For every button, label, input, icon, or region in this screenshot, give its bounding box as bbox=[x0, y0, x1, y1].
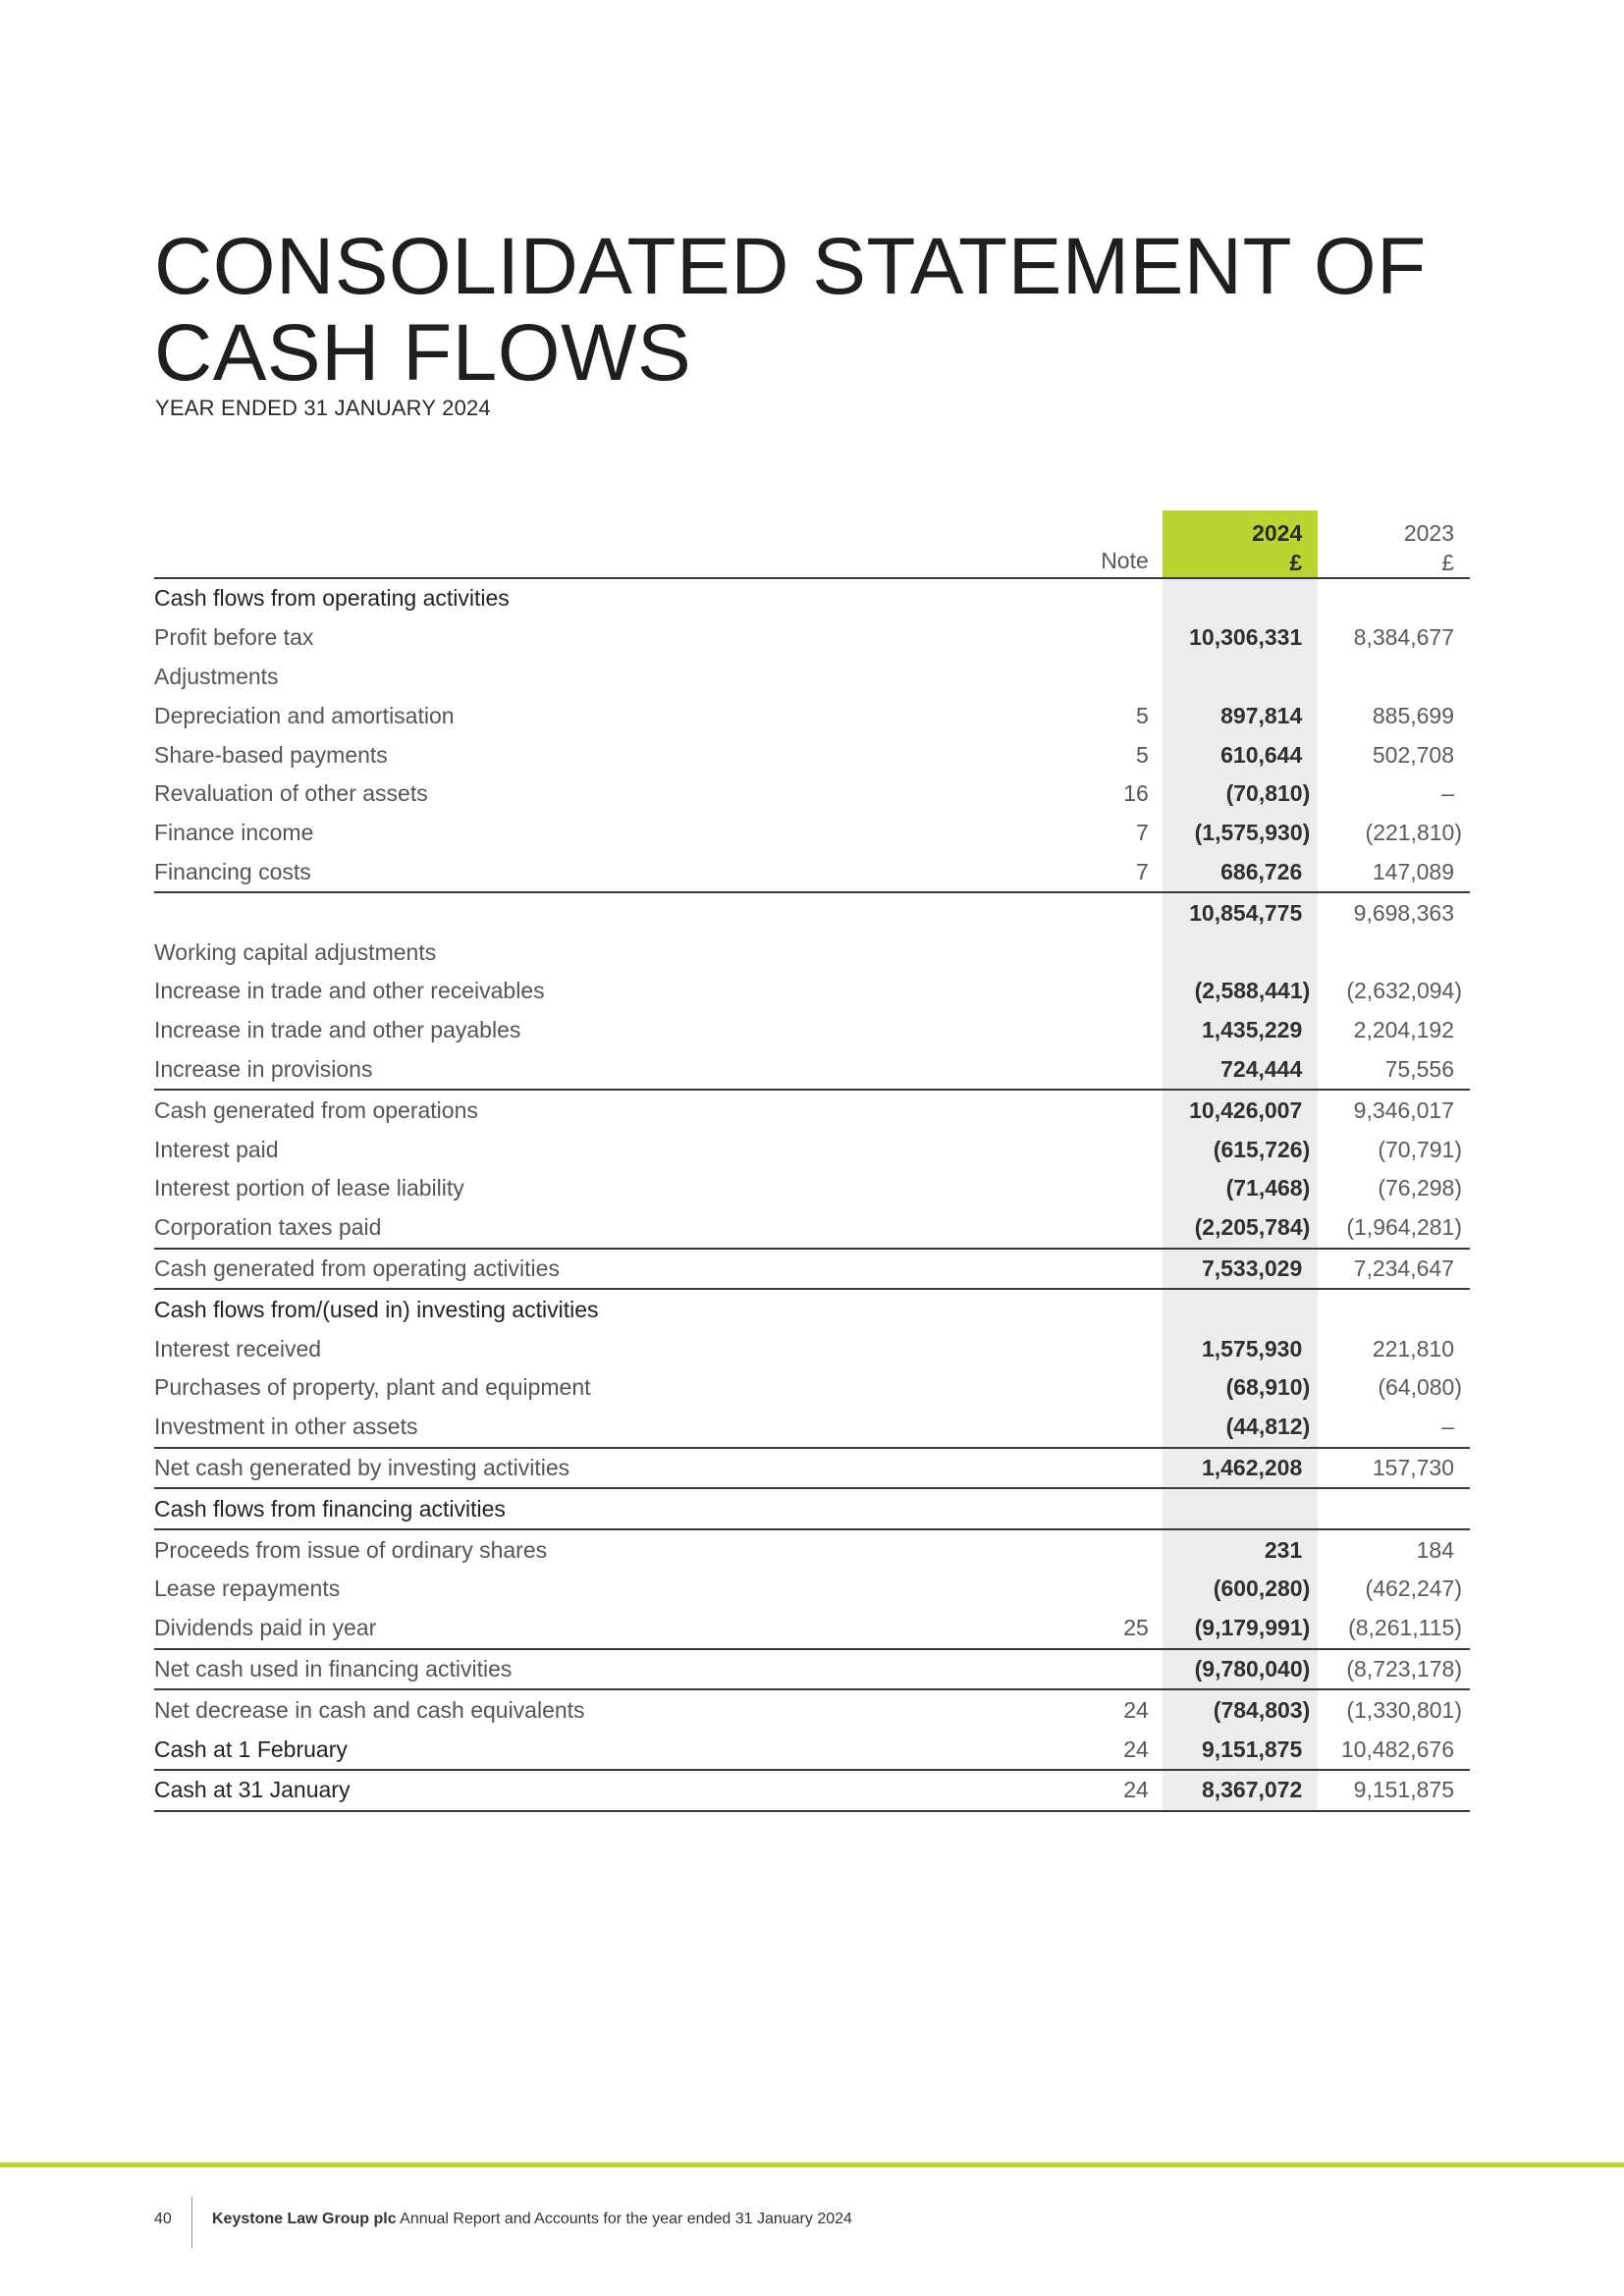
table-row bbox=[154, 1208, 1470, 1249]
current-year-value: (784,803) bbox=[1213, 1696, 1311, 1723]
prior-year-value-cell bbox=[1318, 1329, 1470, 1368]
prior-year-value: – bbox=[1441, 1414, 1454, 1440]
prior-year-value-cell bbox=[1318, 774, 1470, 814]
prior-year-value-cell bbox=[1318, 1730, 1470, 1770]
table-row bbox=[154, 1609, 1470, 1649]
table-header-row bbox=[154, 510, 1470, 578]
row-label: Revaluation of other assets bbox=[154, 780, 428, 807]
prior-year-value: (8,723,178) bbox=[1346, 1655, 1462, 1682]
prior-year-value: 184 bbox=[1416, 1536, 1454, 1563]
row-label: Cash flows from/(used in) investing activities bbox=[154, 1296, 599, 1322]
table-row bbox=[154, 1730, 1470, 1770]
table-row bbox=[154, 1130, 1470, 1169]
current-year-value: 10,306,331 bbox=[1189, 624, 1303, 651]
current-year-value: 231 bbox=[1264, 1536, 1303, 1563]
table-row bbox=[154, 618, 1470, 658]
prior-year-value-cell bbox=[1318, 1090, 1470, 1130]
row-label: Depreciation and amortisation bbox=[154, 702, 455, 728]
prior-year-value-cell bbox=[1318, 1770, 1470, 1811]
footer-company-name: Keystone Law Group plc bbox=[212, 2211, 397, 2227]
current-year-value-cell bbox=[1163, 774, 1318, 814]
current-year-value-cell bbox=[1163, 1689, 1318, 1730]
row-note: 5 bbox=[1135, 741, 1149, 768]
prior-year-value: 9,698,363 bbox=[1353, 899, 1454, 926]
prior-year-value: (221,810) bbox=[1365, 820, 1462, 846]
header-note bbox=[1101, 510, 1163, 578]
prior-year-value: (70,791) bbox=[1378, 1136, 1462, 1162]
prior-year-value-cell bbox=[1318, 1609, 1470, 1649]
current-year-value: 9,151,875 bbox=[1201, 1735, 1303, 1762]
prior-year-value-cell bbox=[1318, 853, 1470, 893]
prior-year-value: (2,632,094) bbox=[1346, 978, 1462, 1004]
row-note bbox=[1101, 1448, 1163, 1489]
prior-year-value-cell bbox=[1318, 1448, 1470, 1489]
row-label: Interest portion of lease liability bbox=[154, 1175, 464, 1201]
current-year-value-cell bbox=[1163, 1249, 1318, 1290]
prior-year-value-cell bbox=[1318, 1169, 1470, 1208]
table-row bbox=[154, 696, 1470, 735]
current-year-value-cell bbox=[1163, 1408, 1318, 1448]
row-label: Investment in other assets bbox=[154, 1408, 1101, 1448]
cash-flow-table-body bbox=[154, 510, 1470, 1811]
prior-year-value: 7,234,647 bbox=[1353, 1255, 1454, 1281]
row-note bbox=[1101, 1408, 1163, 1448]
row-label: Interest paid bbox=[154, 1136, 279, 1162]
row-label: Increase in provisions bbox=[154, 1050, 1101, 1091]
table-row bbox=[154, 972, 1470, 1011]
current-year-value: (9,780,040) bbox=[1194, 1655, 1311, 1682]
footer-report-text: Annual Report and Accounts for the year ended 31 January 2024 bbox=[396, 2211, 852, 2227]
current-year-value-cell bbox=[1163, 1529, 1318, 1570]
table-row bbox=[154, 658, 1470, 697]
prior-year-value: 885,699 bbox=[1372, 702, 1454, 728]
prior-year-value-cell bbox=[1318, 933, 1470, 972]
prior-year-value-cell bbox=[1318, 1130, 1470, 1169]
current-year-value: (1,575,930) bbox=[1194, 820, 1311, 846]
header-current-currency: £ bbox=[1289, 550, 1303, 575]
prior-year-value: 147,089 bbox=[1372, 858, 1454, 884]
footer-divider bbox=[191, 2197, 192, 2248]
table-row bbox=[154, 774, 1470, 814]
row-label: Dividends paid in year bbox=[154, 1609, 1101, 1649]
prior-year-value: 157,730 bbox=[1372, 1454, 1454, 1480]
current-year-value-cell bbox=[1163, 1448, 1318, 1489]
current-year-value: (44,812) bbox=[1225, 1414, 1311, 1440]
table-row bbox=[154, 1090, 1470, 1130]
row-note bbox=[1101, 1011, 1163, 1050]
prior-year-value: 2,204,192 bbox=[1353, 1017, 1454, 1043]
current-year-value-cell bbox=[1163, 658, 1318, 697]
cash-flow-table bbox=[154, 510, 1470, 1812]
current-year-value: 1,462,208 bbox=[1201, 1454, 1303, 1480]
current-year-value-cell bbox=[1163, 933, 1318, 972]
prior-year-value: 10,482,676 bbox=[1340, 1735, 1454, 1762]
prior-year-value-cell bbox=[1318, 814, 1470, 853]
current-year-value-cell bbox=[1163, 972, 1318, 1011]
prior-year-value: (8,261,115) bbox=[1348, 1615, 1462, 1641]
row-label: Cash flows from financing activities bbox=[154, 1488, 1101, 1529]
prior-year-value: (1,330,801) bbox=[1346, 1696, 1462, 1723]
current-year-value-cell bbox=[1163, 735, 1318, 774]
row-note bbox=[1101, 933, 1163, 972]
current-year-value: (70,810) bbox=[1225, 780, 1311, 807]
prior-year-value: (462,247) bbox=[1365, 1575, 1462, 1602]
current-year-value: 7,533,029 bbox=[1201, 1255, 1303, 1281]
current-year-value: 1,575,930 bbox=[1201, 1335, 1303, 1362]
current-year-value-cell bbox=[1163, 1368, 1318, 1408]
current-year-value: (68,910) bbox=[1225, 1374, 1311, 1401]
current-year-value: (600,280) bbox=[1213, 1575, 1311, 1602]
table-row bbox=[154, 1770, 1470, 1811]
table-row bbox=[154, 1529, 1470, 1570]
table-row bbox=[154, 1289, 1470, 1329]
row-note bbox=[1101, 1169, 1163, 1208]
row-note bbox=[1101, 1529, 1163, 1570]
prior-year-value-cell bbox=[1318, 1689, 1470, 1730]
prior-year-value-cell bbox=[1318, 1368, 1470, 1408]
current-year-value: 686,726 bbox=[1220, 858, 1303, 884]
header-current-year-label: 2024 bbox=[1252, 520, 1303, 546]
row-label: Working capital adjustments bbox=[154, 938, 437, 965]
table-row bbox=[154, 1448, 1470, 1489]
row-note bbox=[1101, 1050, 1163, 1091]
row-note bbox=[1101, 892, 1163, 933]
row-label: Cash generated from operating activities bbox=[154, 1249, 1101, 1290]
row-note bbox=[1101, 1249, 1163, 1290]
current-year-value-cell bbox=[1163, 892, 1318, 933]
current-year-value: 1,435,229 bbox=[1201, 1017, 1303, 1043]
row-label: Lease repayments bbox=[154, 1575, 341, 1602]
current-year-value-cell bbox=[1163, 853, 1318, 893]
current-year-value-cell bbox=[1163, 1050, 1318, 1091]
header-prior-currency: £ bbox=[1441, 550, 1454, 575]
current-year-value-cell bbox=[1163, 1649, 1318, 1690]
row-note: 7 bbox=[1135, 820, 1149, 846]
header-current-year bbox=[1163, 510, 1318, 578]
current-year-value-cell bbox=[1163, 814, 1318, 853]
row-label: Cash flows from operating activities bbox=[154, 585, 510, 612]
prior-year-value: (1,964,281) bbox=[1346, 1214, 1462, 1241]
row-note: 16 bbox=[1123, 780, 1149, 807]
prior-year-value: 9,151,875 bbox=[1353, 1777, 1454, 1803]
prior-year-value-cell bbox=[1318, 1529, 1470, 1570]
row-note bbox=[1101, 1329, 1163, 1368]
row-note bbox=[1101, 658, 1163, 697]
prior-year-value-cell bbox=[1318, 972, 1470, 1011]
prior-year-value: – bbox=[1441, 780, 1454, 807]
prior-year-value-cell bbox=[1318, 1208, 1470, 1249]
row-label: Adjustments bbox=[154, 663, 279, 689]
row-label: Net cash generated by investing activities bbox=[154, 1448, 1101, 1489]
current-year-value-cell bbox=[1163, 1570, 1318, 1609]
prior-year-value: (64,080) bbox=[1378, 1374, 1462, 1401]
prior-year-value-cell bbox=[1318, 1570, 1470, 1609]
prior-year-value: 221,810 bbox=[1372, 1335, 1454, 1362]
title-line-1: CONSOLIDATED STATEMENT OF bbox=[154, 222, 1427, 311]
current-year-value-cell bbox=[1163, 1090, 1318, 1130]
prior-year-value: (76,298) bbox=[1378, 1175, 1462, 1201]
row-note bbox=[1101, 1368, 1163, 1408]
current-year-value: (615,726) bbox=[1213, 1136, 1311, 1162]
prior-year-value-cell bbox=[1318, 618, 1470, 658]
table-row bbox=[154, 578, 1470, 618]
row-label: Share-based payments bbox=[154, 741, 388, 768]
prior-year-value: 75,556 bbox=[1384, 1055, 1454, 1082]
footer-accent-rule bbox=[0, 2163, 1624, 2167]
row-label: Financing costs bbox=[154, 853, 1101, 893]
prior-year-value-cell bbox=[1318, 1050, 1470, 1091]
footer-report-title bbox=[212, 2211, 852, 2228]
current-year-value-cell bbox=[1163, 1169, 1318, 1208]
current-year-value-cell bbox=[1163, 1130, 1318, 1169]
current-year-value-cell bbox=[1163, 1011, 1318, 1050]
current-year-value-cell bbox=[1163, 618, 1318, 658]
current-year-value: (9,179,991) bbox=[1194, 1615, 1311, 1641]
table-row bbox=[154, 1570, 1470, 1609]
header-prior-year-label: 2023 bbox=[1403, 520, 1454, 546]
row-label: Cash generated from operations bbox=[154, 1096, 478, 1123]
row-note bbox=[1101, 618, 1163, 658]
table-row bbox=[154, 1329, 1470, 1368]
current-year-value: (71,468) bbox=[1225, 1175, 1311, 1201]
prior-year-value: 8,384,677 bbox=[1353, 624, 1454, 651]
prior-year-value-cell bbox=[1318, 1649, 1470, 1690]
prior-year-value-cell bbox=[1318, 658, 1470, 697]
header-label-cell bbox=[154, 510, 1101, 578]
prior-year-value-cell bbox=[1318, 892, 1470, 933]
table-row bbox=[154, 1011, 1470, 1050]
row-note: 24 bbox=[1101, 1730, 1163, 1770]
prior-year-value-cell bbox=[1318, 735, 1470, 774]
current-year-value-cell bbox=[1163, 1289, 1318, 1329]
row-note bbox=[1101, 972, 1163, 1011]
table-row bbox=[154, 1368, 1470, 1408]
page-subtitle: YEAR ENDED 31 JANUARY 2024 bbox=[155, 396, 491, 420]
table-row bbox=[154, 1488, 1470, 1529]
prior-year-value-cell bbox=[1318, 1011, 1470, 1050]
table-row bbox=[154, 1408, 1470, 1448]
row-label: Increase in trade and other receivables bbox=[154, 978, 545, 1004]
row-note: 24 bbox=[1101, 1770, 1163, 1811]
row-label: Cash at 1 February bbox=[154, 1730, 1101, 1770]
page-number: 40 bbox=[154, 2211, 172, 2227]
prior-year-value-cell bbox=[1318, 1408, 1470, 1448]
prior-year-value: 9,346,017 bbox=[1353, 1096, 1454, 1123]
table-row bbox=[154, 814, 1470, 853]
row-note bbox=[1101, 1130, 1163, 1169]
table-row bbox=[154, 933, 1470, 972]
table-row bbox=[154, 1050, 1470, 1091]
row-label: Finance income bbox=[154, 820, 314, 846]
row-label: Profit before tax bbox=[154, 624, 314, 651]
table-row bbox=[154, 735, 1470, 774]
current-year-value-cell bbox=[1163, 696, 1318, 735]
header-prior-year bbox=[1318, 510, 1470, 578]
row-label: Corporation taxes paid bbox=[154, 1208, 1101, 1249]
current-year-value-cell bbox=[1163, 1730, 1318, 1770]
current-year-value: 10,426,007 bbox=[1189, 1096, 1303, 1123]
row-label: Interest received bbox=[154, 1335, 322, 1362]
current-year-value-cell bbox=[1163, 1208, 1318, 1249]
table-row bbox=[154, 1649, 1470, 1690]
header-note-label: Note bbox=[1101, 548, 1149, 573]
row-label: Net cash used in financing activities bbox=[154, 1649, 1101, 1690]
row-label: Increase in trade and other payables bbox=[154, 1017, 521, 1043]
table-row bbox=[154, 892, 1470, 933]
row-label: Cash at 31 January bbox=[154, 1770, 1101, 1811]
current-year-value-cell bbox=[1163, 1609, 1318, 1649]
row-note bbox=[1101, 1208, 1163, 1249]
row-note: 24 bbox=[1123, 1696, 1149, 1723]
row-label: Net decrease in cash and cash equivalents bbox=[154, 1696, 585, 1723]
current-year-value-cell bbox=[1163, 1770, 1318, 1811]
table-row bbox=[154, 853, 1470, 893]
current-year-value-cell bbox=[1163, 1488, 1318, 1529]
row-note bbox=[1101, 578, 1163, 618]
prior-year-value: 502,708 bbox=[1372, 741, 1454, 768]
prior-year-value-cell bbox=[1318, 696, 1470, 735]
current-year-value: 610,644 bbox=[1220, 741, 1303, 768]
current-year-value: (2,588,441) bbox=[1194, 978, 1311, 1004]
prior-year-value-cell bbox=[1318, 1249, 1470, 1290]
row-note bbox=[1101, 1090, 1163, 1130]
row-label: Proceeds from issue of ordinary shares bbox=[154, 1536, 548, 1563]
current-year-value: 724,444 bbox=[1220, 1055, 1303, 1082]
prior-year-value-cell bbox=[1318, 1488, 1470, 1529]
table-row bbox=[154, 1169, 1470, 1208]
current-year-value: 897,814 bbox=[1220, 702, 1303, 728]
row-label bbox=[154, 892, 1101, 933]
current-year-value: 8,367,072 bbox=[1201, 1777, 1303, 1803]
prior-year-value-cell bbox=[1318, 578, 1470, 618]
title-line-2: CASH FLOWS bbox=[154, 308, 692, 398]
current-year-value-cell bbox=[1163, 1329, 1318, 1368]
row-note bbox=[1101, 1570, 1163, 1609]
row-note: 25 bbox=[1101, 1609, 1163, 1649]
current-year-value: (2,205,784) bbox=[1194, 1214, 1311, 1241]
current-year-value: 10,854,775 bbox=[1189, 899, 1303, 926]
row-note bbox=[1101, 1289, 1163, 1329]
row-label: Purchases of property, plant and equipment bbox=[154, 1374, 591, 1401]
prior-year-value-cell bbox=[1318, 1289, 1470, 1329]
table-row bbox=[154, 1249, 1470, 1290]
row-note bbox=[1101, 1649, 1163, 1690]
current-year-value-cell bbox=[1163, 578, 1318, 618]
page-title bbox=[154, 224, 1427, 397]
row-note bbox=[1101, 1488, 1163, 1529]
row-note: 5 bbox=[1135, 702, 1149, 728]
row-note: 7 bbox=[1101, 853, 1163, 893]
table-row bbox=[154, 1689, 1470, 1730]
